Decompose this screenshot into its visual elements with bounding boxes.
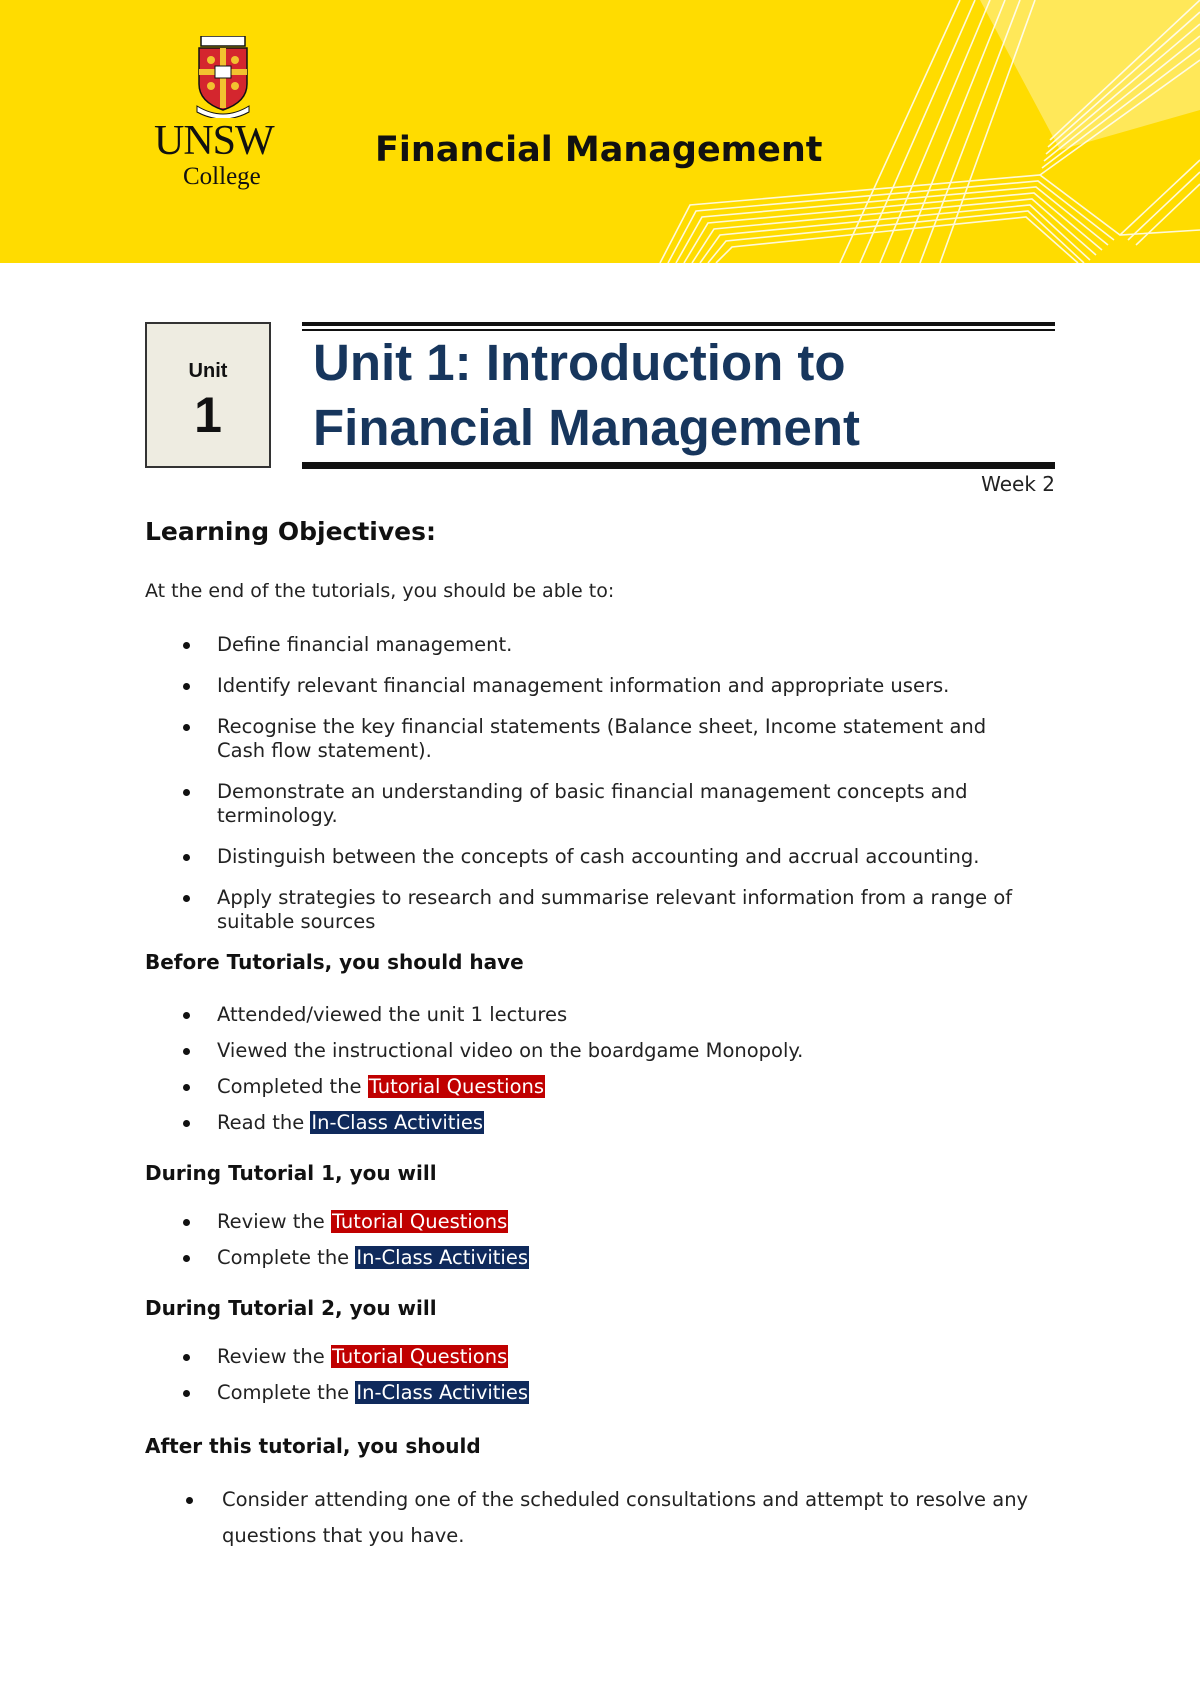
bullet-icon [183,1012,190,1019]
logo-wordmark: UNSW [154,118,274,164]
before-list [145,1003,1055,1135]
bullet-icon [183,1120,190,1127]
list-item [145,1111,1055,1135]
bullet-icon [183,854,190,861]
item-text: Viewed the instructional video on the boardgame Monopoly. [217,1039,804,1062]
item-text: Complete the [217,1381,356,1404]
list-item [145,1482,1055,1554]
in-class-activities-highlight: In-Class Activities [356,1381,528,1404]
bullet-icon [183,1084,190,1091]
learning-objectives-heading: Learning Objectives: [145,517,436,546]
item-text-line1: Consider attending one of the scheduled consultations and attempt to resolve any [222,1488,1029,1511]
item-text: Read the [217,1111,311,1134]
bullet-icon [183,895,190,902]
shield-icon [195,36,251,118]
item-text: Completed the [217,1075,368,1098]
item-text: Review the [217,1345,331,1368]
bullet-icon [183,683,190,690]
item-text: Complete the [217,1246,356,1269]
list-item [145,1075,1055,1099]
list-item [145,780,1055,828]
in-class-activities-highlight: In-Class Activities [311,1111,484,1134]
header-banner [0,0,1200,263]
objective-text: Demonstrate an understanding of basic financial management concepts and terminology. [217,780,968,827]
unit-title-line1: Unit 1: Introduction to [313,334,846,391]
item-text-line2: questions that you have. [222,1524,465,1547]
title-rule-top [302,322,1055,326]
bullet-icon [183,1219,190,1226]
item-text: Attended/viewed the unit 1 lectures [217,1003,568,1026]
bullet-icon [183,789,190,796]
list-item [145,674,1055,698]
item-text: Review the [217,1210,331,1233]
tutorial1-list [145,1210,1055,1270]
title-rule-bottom [302,462,1055,469]
objective-text: Recognise the key financial statements (Balance sheet, Income statement and Cash flow statement). [217,715,987,762]
course-title: Financial Management [375,130,823,170]
tutorial2-list [145,1345,1055,1405]
unit-badge-number: 1 [194,387,222,443]
after-tutorial-heading: After this tutorial, you should [145,1434,481,1458]
list-item [145,1381,1055,1405]
list-item [145,1003,1055,1027]
list-item [145,715,1055,763]
unit-title [313,330,1053,460]
bullet-icon [186,1497,193,1504]
objective-text: Define financial management. [217,633,513,656]
list-item [145,1039,1055,1063]
objective-text: Identify relevant financial management information and appropriate users. [217,674,950,697]
logo-subtitle: College [183,163,261,190]
bullet-icon [183,1048,190,1055]
list-item [145,886,1055,934]
in-class-activities-highlight: In-Class Activities [356,1246,528,1269]
list-item [145,1210,1055,1234]
tutorial-questions-highlight: Tutorial Questions [331,1210,508,1233]
objectives-list [145,633,1055,934]
objective-text: Distinguish between the concepts of cash accounting and accrual accounting. [217,845,980,868]
after-list [145,1488,1055,1554]
unit-title-line2: Financial Management [313,399,860,456]
list-item [145,845,1055,869]
objectives-intro: At the end of the tutorials, you should be able to: [145,580,615,602]
unit-badge-label: Unit [188,360,228,382]
bullet-icon [183,724,190,731]
list-item [145,633,1055,657]
bullet-icon [183,642,190,649]
tutorial1-heading: During Tutorial 1, you will [145,1161,437,1185]
bullet-icon [183,1354,190,1361]
objective-text: Apply strategies to research and summarise relevant information from a range of suitable sources [217,886,1013,933]
tutorial-questions-highlight: Tutorial Questions [331,1345,508,1368]
before-tutorials-heading: Before Tutorials, you should have [145,950,524,974]
list-item [145,1246,1055,1270]
week-label: Week 2 [981,472,1055,496]
bullet-icon [183,1255,190,1262]
tutorial2-heading: During Tutorial 2, you will [145,1296,437,1320]
list-item [145,1345,1055,1369]
unit-badge [145,322,271,468]
unsw-college-logo [150,36,290,196]
bullet-icon [183,1390,190,1397]
tutorial-questions-highlight: Tutorial Questions [368,1075,545,1098]
